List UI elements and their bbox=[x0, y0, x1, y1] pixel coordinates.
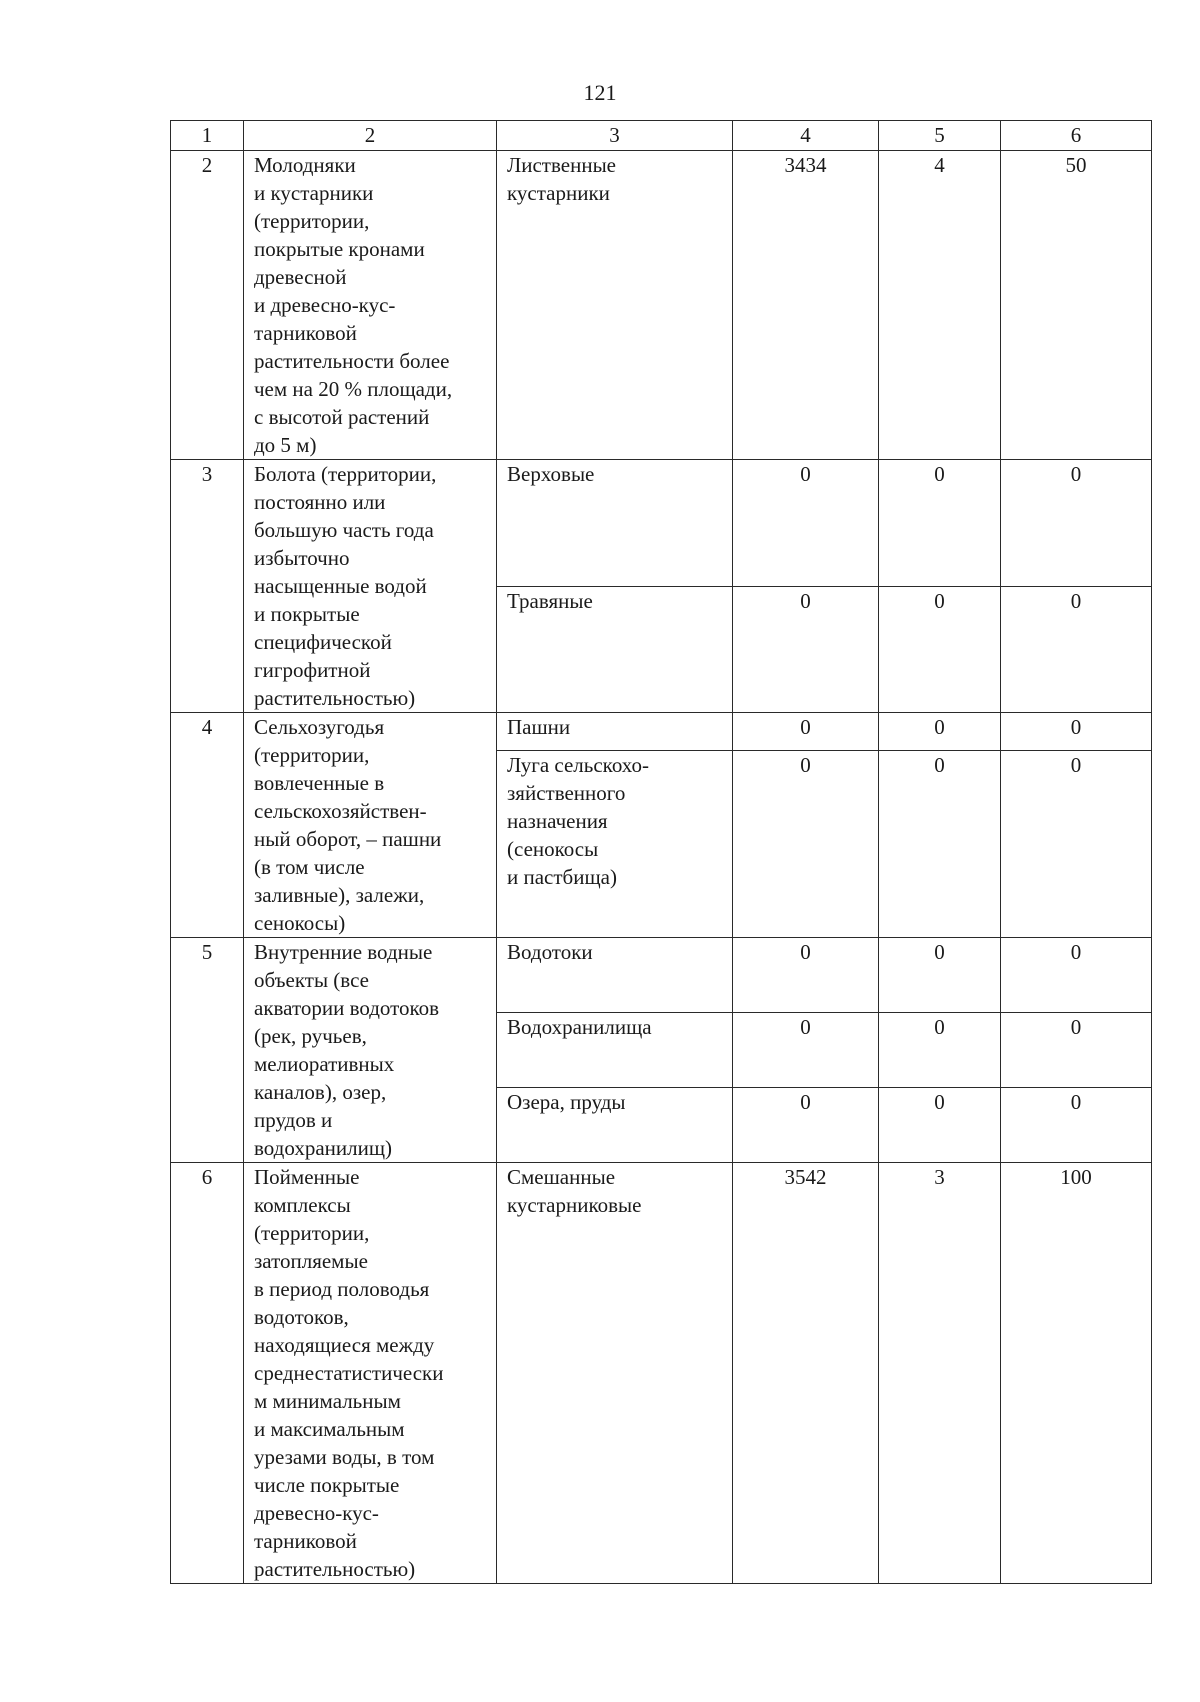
category-cell: Внутренние водные объекты (все акватории водотоков (рек, ручьев, мелиоративных каналов), озер, прудов и водохранилищ) bbox=[244, 938, 497, 1163]
header-cell: 6 bbox=[1001, 121, 1152, 151]
value-cell-col4: 0 bbox=[733, 751, 879, 938]
data-table bbox=[170, 120, 1152, 1584]
subtype-cell: Смешанные кустарниковые bbox=[497, 1163, 733, 1584]
subtype-cell: Озера, пруды bbox=[497, 1088, 733, 1163]
value-cell-col4: 3542 bbox=[733, 1163, 879, 1584]
value-cell-col6: 100 bbox=[1001, 1163, 1152, 1584]
header-cell: 4 bbox=[733, 121, 879, 151]
category-cell: Пойменные комплексы (территории, затопляемые в период половодья водотоков, находящиеся между среднестатистически м минимальным и максимальным урезами воды, в том числе покрытые древесно-кус- тарниковой растительностью) bbox=[244, 1163, 497, 1584]
table-row bbox=[171, 1163, 1152, 1584]
table-row bbox=[171, 151, 1152, 460]
category-cell: Сельхозугодья (территории, вовлеченные в сельскохозяйствен- ный оборот, – пашни (в том числе заливные), залежи, сенокосы) bbox=[244, 713, 497, 938]
header-cell: 2 bbox=[244, 121, 497, 151]
value-cell-col6: 50 bbox=[1001, 151, 1152, 460]
row-number-cell: 6 bbox=[171, 1163, 244, 1584]
value-cell-col4: 0 bbox=[733, 1088, 879, 1163]
row-number-cell: 2 bbox=[171, 151, 244, 460]
header-cell: 1 bbox=[171, 121, 244, 151]
table-row bbox=[171, 938, 1152, 1013]
value-cell-col6: 0 bbox=[1001, 1088, 1152, 1163]
value-cell-col5: 0 bbox=[879, 586, 1001, 713]
value-cell-col6: 0 bbox=[1001, 586, 1152, 713]
value-cell-col4: 0 bbox=[733, 938, 879, 1013]
value-cell-col5: 0 bbox=[879, 938, 1001, 1013]
value-cell-col4: 0 bbox=[733, 1013, 879, 1088]
table-row bbox=[171, 713, 1152, 751]
subtype-cell: Водотоки bbox=[497, 938, 733, 1013]
value-cell-col6: 0 bbox=[1001, 938, 1152, 1013]
subtype-cell: Водохранилища bbox=[497, 1013, 733, 1088]
value-cell-col5: 0 bbox=[879, 1013, 1001, 1088]
row-number-cell: 3 bbox=[171, 460, 244, 713]
table-row bbox=[171, 460, 1152, 587]
subtype-cell: Пашни bbox=[497, 713, 733, 751]
row-number-cell: 4 bbox=[171, 713, 244, 938]
value-cell-col5: 0 bbox=[879, 460, 1001, 587]
header-cell: 3 bbox=[497, 121, 733, 151]
category-cell: Молодняки и кустарники (территории, покрытые кронами древесной и древесно-кус- тарниковой растительности более чем на 20 % площади, с высотой растений до 5 м) bbox=[244, 151, 497, 460]
value-cell-col5: 4 bbox=[879, 151, 1001, 460]
value-cell-col5: 3 bbox=[879, 1163, 1001, 1584]
value-cell-col4: 0 bbox=[733, 460, 879, 587]
subtype-cell: Травяные bbox=[497, 586, 733, 713]
header-row bbox=[171, 121, 1152, 151]
row-number-cell: 5 bbox=[171, 938, 244, 1163]
value-cell-col6: 0 bbox=[1001, 1013, 1152, 1088]
value-cell-col4: 0 bbox=[733, 713, 879, 751]
value-cell-col6: 0 bbox=[1001, 713, 1152, 751]
page-number: 121 bbox=[583, 80, 617, 105]
subtype-cell: Верховые bbox=[497, 460, 733, 587]
value-cell-col4: 0 bbox=[733, 586, 879, 713]
subtype-cell: Луга сельскохо- зяйственного назначения (сенокосы и пастбища) bbox=[497, 751, 733, 938]
header-cell: 5 bbox=[879, 121, 1001, 151]
category-cell: Болота (территории, постоянно или большую часть года избыточно насыщенные водой и покрытые специфической гигрофитной растительностью) bbox=[244, 460, 497, 713]
value-cell-col6: 0 bbox=[1001, 751, 1152, 938]
value-cell-col5: 0 bbox=[879, 713, 1001, 751]
value-cell-col6: 0 bbox=[1001, 460, 1152, 587]
value-cell-col4: 3434 bbox=[733, 151, 879, 460]
value-cell-col5: 0 bbox=[879, 751, 1001, 938]
value-cell-col5: 0 bbox=[879, 1088, 1001, 1163]
subtype-cell: Лиственные кустарники bbox=[497, 151, 733, 460]
